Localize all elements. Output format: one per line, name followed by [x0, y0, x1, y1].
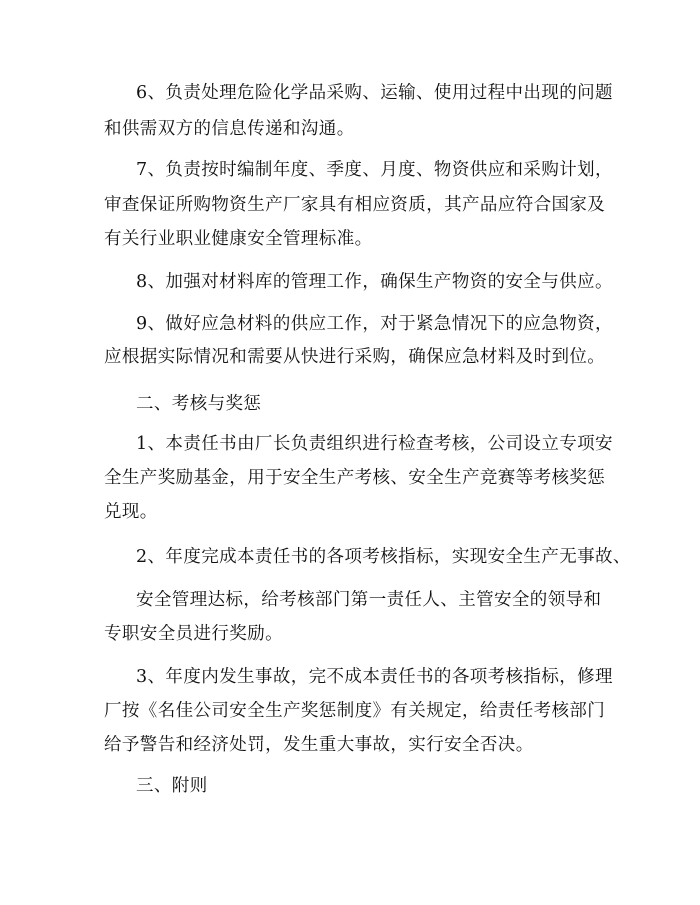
paragraph-9-line-1: 9、做好应急材料的供应工作，对于紧急情况下的应急物资，: [136, 314, 613, 334]
item-2-line-1: 2、年度完成本责任书的各项考核指标，实现安全生产无事故、: [136, 547, 631, 567]
item-2-cont-line-1: 安全管理达标，给考核部门第一责任人、主管安全的领导和: [136, 590, 602, 610]
paragraph-7-line-1: 7、负责按时编制年度、季度、月度、物资供应和采购计划，: [136, 160, 613, 180]
section-heading-3: 三、附则: [136, 776, 208, 796]
item-1-line-3: 兑现。: [104, 502, 158, 522]
paragraph-9-line-2: 应根据实际情况和需要从快进行采购，确保应急材料及时到位。: [104, 347, 606, 367]
section-heading-2: 二、考核与奖惩: [136, 394, 262, 414]
paragraph-6-line-2: 和供需双方的信息传递和沟通。: [104, 119, 355, 139]
paragraph-7-line-2: 审查保证所购物资生产厂家具有相应资质，其产品应符合国家及: [104, 195, 606, 215]
paragraph-8-line-1: 8、加强对材料库的管理工作，确保生产物资的安全与供应。: [136, 272, 613, 292]
item-2-cont-line-2: 专职安全员进行奖励。: [104, 624, 283, 644]
paragraph-6-line-1: 6、负责处理危险化学品采购、运输、使用过程中出现的问题: [136, 83, 613, 103]
item-3-line-3: 给予警告和经济处罚，发生重大事故，实行安全否决。: [104, 735, 534, 755]
item-1-line-2: 全生产奖励基金，用于安全生产考核、安全生产竞赛等考核奖惩: [104, 468, 606, 488]
paragraph-7-line-3: 有关行业职业健康安全管理标准。: [104, 229, 373, 249]
item-1-line-1: 1、本责任书由厂长负责组织进行检查考核，公司设立专项安: [136, 434, 613, 454]
item-3-line-2: 厂按《名佳公司安全生产奖惩制度》有关规定，给责任考核部门: [104, 701, 606, 721]
item-3-line-1: 3、年度内发生事故，完不成本责任书的各项考核指标，修理: [136, 667, 613, 687]
